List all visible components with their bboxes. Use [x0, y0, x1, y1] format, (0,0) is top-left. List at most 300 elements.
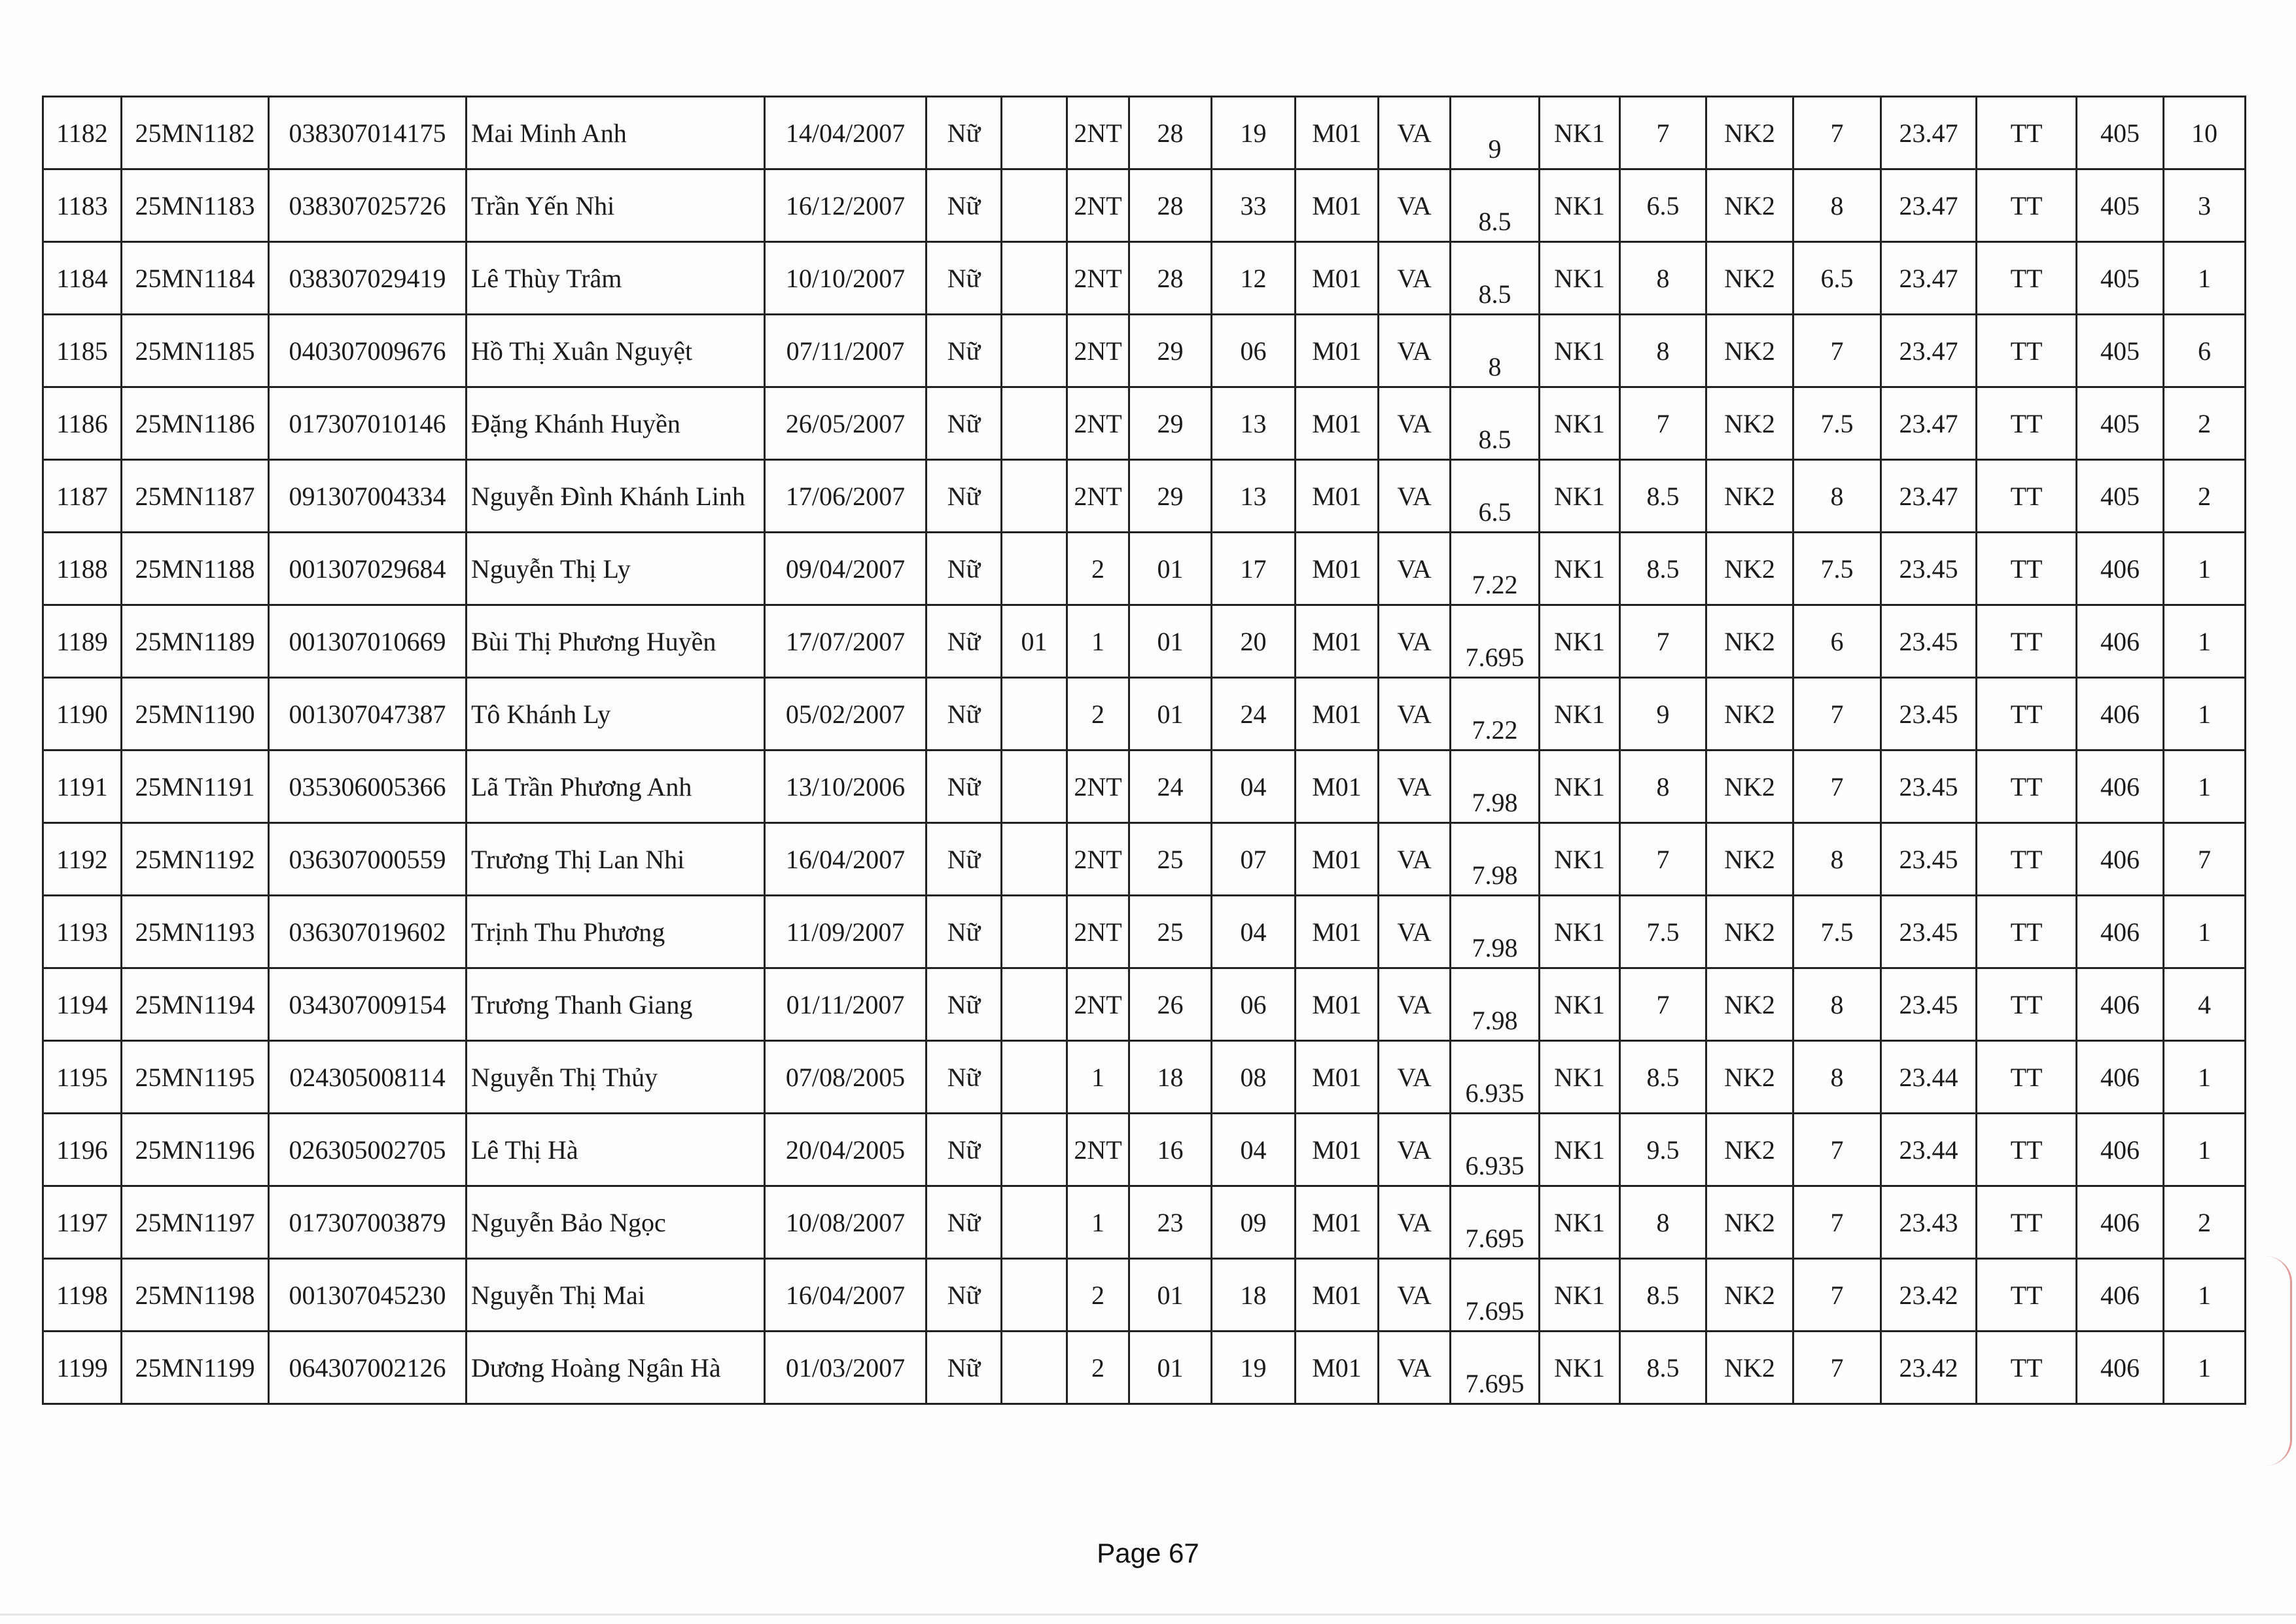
- col-full-name-cell: Bùi Thị Phương Huyền: [467, 605, 765, 678]
- col-combination-cell: M01: [1296, 1186, 1379, 1259]
- col-district-cell: 19: [1212, 1332, 1296, 1404]
- col-total-cell: 23.45: [1881, 968, 1977, 1041]
- col-score-1-cell: 7.98: [1451, 823, 1540, 896]
- col-combination-cell: M01: [1296, 387, 1379, 460]
- col-subject-3-cell: NK2: [1706, 1041, 1793, 1114]
- table-row: [43, 387, 2246, 460]
- col-province-cell: 28: [1129, 169, 1212, 242]
- col-score-1-cell: 8: [1451, 315, 1540, 387]
- col-score-2-cell: 7: [1620, 823, 1706, 896]
- col-index-cell: 1195: [43, 1041, 122, 1114]
- col-combination-cell: M01: [1296, 968, 1379, 1041]
- records-body: [43, 97, 2246, 1404]
- col-total-cell: 23.45: [1881, 533, 1977, 605]
- col-room-cell: 406: [2077, 1114, 2164, 1186]
- col-order-cell: 4: [2164, 968, 2246, 1041]
- col-gender-cell: Nữ: [927, 896, 1002, 968]
- col-score-3-cell: 7: [1793, 97, 1881, 169]
- col-district-cell: 12: [1212, 242, 1296, 315]
- col-full-name-cell: Hồ Thị Xuân Nguyệt: [467, 315, 765, 387]
- col-total-cell: 23.45: [1881, 896, 1977, 968]
- col-status-cell: TT: [1977, 460, 2077, 533]
- col-subject-1-cell: VA: [1379, 968, 1451, 1041]
- col-priority-cell: [1002, 387, 1067, 460]
- col-subject-3-cell: NK2: [1706, 97, 1793, 169]
- col-id-number-cell: 026305002705: [269, 1114, 467, 1186]
- col-subject-3-cell: NK2: [1706, 968, 1793, 1041]
- col-birth-date-cell: 17/06/2007: [765, 460, 927, 533]
- col-order-cell: 7: [2164, 823, 2246, 896]
- table-row: [43, 169, 2246, 242]
- col-room-cell: 405: [2077, 387, 2164, 460]
- col-score-2-cell: 7: [1620, 605, 1706, 678]
- col-gender-cell: Nữ: [927, 605, 1002, 678]
- col-score-1-cell: 8.5: [1451, 169, 1540, 242]
- col-room-cell: 406: [2077, 1186, 2164, 1259]
- col-birth-date-cell: 14/04/2007: [765, 97, 927, 169]
- col-birth-date-cell: 16/04/2007: [765, 823, 927, 896]
- col-district-cell: 04: [1212, 1114, 1296, 1186]
- col-combination-cell: M01: [1296, 242, 1379, 315]
- col-gender-cell: Nữ: [927, 533, 1002, 605]
- col-order-cell: 1: [2164, 896, 2246, 968]
- col-score-1-cell: 8.5: [1451, 387, 1540, 460]
- col-priority-cell: [1002, 823, 1067, 896]
- col-area-cell: 2NT: [1067, 823, 1129, 896]
- col-subject-2-cell: NK1: [1540, 387, 1620, 460]
- col-score-3-cell: 8: [1793, 823, 1881, 896]
- col-district-cell: 17: [1212, 533, 1296, 605]
- col-status-cell: TT: [1977, 1041, 2077, 1114]
- col-subject-2-cell: NK1: [1540, 750, 1620, 823]
- col-room-cell: 406: [2077, 968, 2164, 1041]
- col-gender-cell: Nữ: [927, 1041, 1002, 1114]
- col-score-1-cell: 9: [1451, 97, 1540, 169]
- col-full-name-cell: Dương Hoàng Ngân Hà: [467, 1332, 765, 1404]
- col-room-cell: 405: [2077, 169, 2164, 242]
- col-area-cell: 2NT: [1067, 242, 1129, 315]
- col-subject-3-cell: NK2: [1706, 1114, 1793, 1186]
- col-subject-2-cell: NK1: [1540, 605, 1620, 678]
- col-priority-cell: [1002, 1114, 1067, 1186]
- col-score-1-cell: 7.22: [1451, 678, 1540, 750]
- col-id-number-cell: 036307000559: [269, 823, 467, 896]
- col-province-cell: 16: [1129, 1114, 1212, 1186]
- col-total-cell: 23.47: [1881, 460, 1977, 533]
- col-index-cell: 1192: [43, 823, 122, 896]
- col-combination-cell: M01: [1296, 605, 1379, 678]
- col-total-cell: 23.47: [1881, 97, 1977, 169]
- table-row: [43, 750, 2246, 823]
- col-priority-cell: [1002, 968, 1067, 1041]
- col-total-cell: 23.42: [1881, 1332, 1977, 1404]
- col-gender-cell: Nữ: [927, 678, 1002, 750]
- col-district-cell: 04: [1212, 750, 1296, 823]
- col-code-cell: 25MN1196: [122, 1114, 269, 1186]
- col-subject-3-cell: NK2: [1706, 1259, 1793, 1332]
- col-province-cell: 29: [1129, 387, 1212, 460]
- col-priority-cell: [1002, 169, 1067, 242]
- col-order-cell: 2: [2164, 387, 2246, 460]
- col-province-cell: 01: [1129, 605, 1212, 678]
- table-row: [43, 968, 2246, 1041]
- col-subject-2-cell: NK1: [1540, 1186, 1620, 1259]
- col-birth-date-cell: 11/09/2007: [765, 896, 927, 968]
- col-combination-cell: M01: [1296, 169, 1379, 242]
- col-district-cell: 19: [1212, 97, 1296, 169]
- col-status-cell: TT: [1977, 896, 2077, 968]
- col-id-number-cell: 038307014175: [269, 97, 467, 169]
- col-subject-1-cell: VA: [1379, 1114, 1451, 1186]
- col-score-3-cell: 7: [1793, 1259, 1881, 1332]
- col-id-number-cell: 040307009676: [269, 315, 467, 387]
- col-order-cell: 1: [2164, 750, 2246, 823]
- col-id-number-cell: 036307019602: [269, 896, 467, 968]
- col-subject-3-cell: NK2: [1706, 823, 1793, 896]
- page-number: Page 67: [1097, 1538, 1199, 1568]
- col-score-1-cell: 7.695: [1451, 1259, 1540, 1332]
- col-score-3-cell: 8: [1793, 1041, 1881, 1114]
- col-subject-1-cell: VA: [1379, 678, 1451, 750]
- col-status-cell: TT: [1977, 605, 2077, 678]
- col-combination-cell: M01: [1296, 1332, 1379, 1404]
- col-gender-cell: Nữ: [927, 750, 1002, 823]
- margin-pen-mark: [2264, 1256, 2292, 1466]
- col-full-name-cell: Lã Trần Phương Anh: [467, 750, 765, 823]
- col-index-cell: 1198: [43, 1259, 122, 1332]
- col-subject-2-cell: NK1: [1540, 315, 1620, 387]
- col-birth-date-cell: 07/08/2005: [765, 1041, 927, 1114]
- col-full-name-cell: Nguyễn Thị Ly: [467, 533, 765, 605]
- col-subject-3-cell: NK2: [1706, 1332, 1793, 1404]
- col-score-3-cell: 7: [1793, 1332, 1881, 1404]
- col-subject-2-cell: NK1: [1540, 169, 1620, 242]
- col-priority-cell: [1002, 533, 1067, 605]
- col-gender-cell: Nữ: [927, 1259, 1002, 1332]
- col-room-cell: 406: [2077, 823, 2164, 896]
- col-combination-cell: M01: [1296, 1114, 1379, 1186]
- col-combination-cell: M01: [1296, 1041, 1379, 1114]
- col-subject-1-cell: VA: [1379, 1186, 1451, 1259]
- col-subject-1-cell: VA: [1379, 750, 1451, 823]
- col-id-number-cell: 001307047387: [269, 678, 467, 750]
- col-subject-2-cell: NK1: [1540, 1114, 1620, 1186]
- col-subject-3-cell: NK2: [1706, 387, 1793, 460]
- col-birth-date-cell: 13/10/2006: [765, 750, 927, 823]
- col-id-number-cell: 017307010146: [269, 387, 467, 460]
- col-score-1-cell: 7.695: [1451, 1186, 1540, 1259]
- col-room-cell: 406: [2077, 605, 2164, 678]
- col-birth-date-cell: 01/03/2007: [765, 1332, 927, 1404]
- col-index-cell: 1189: [43, 605, 122, 678]
- col-area-cell: 2NT: [1067, 315, 1129, 387]
- col-score-3-cell: 7.5: [1793, 533, 1881, 605]
- table-row: [43, 896, 2246, 968]
- col-score-2-cell: 9.5: [1620, 1114, 1706, 1186]
- col-district-cell: 33: [1212, 169, 1296, 242]
- table-row: [43, 1041, 2246, 1114]
- col-subject-3-cell: NK2: [1706, 1186, 1793, 1259]
- col-score-1-cell: 6.5: [1451, 460, 1540, 533]
- col-order-cell: 1: [2164, 1259, 2246, 1332]
- col-score-3-cell: 8: [1793, 460, 1881, 533]
- col-area-cell: 2NT: [1067, 169, 1129, 242]
- col-combination-cell: M01: [1296, 678, 1379, 750]
- col-index-cell: 1190: [43, 678, 122, 750]
- col-priority-cell: [1002, 750, 1067, 823]
- col-order-cell: 1: [2164, 1332, 2246, 1404]
- col-total-cell: 23.44: [1881, 1041, 1977, 1114]
- col-province-cell: 29: [1129, 315, 1212, 387]
- col-index-cell: 1194: [43, 968, 122, 1041]
- col-order-cell: 1: [2164, 1041, 2246, 1114]
- col-score-2-cell: 7: [1620, 97, 1706, 169]
- col-code-cell: 25MN1191: [122, 750, 269, 823]
- col-full-name-cell: Trịnh Thu Phương: [467, 896, 765, 968]
- col-subject-1-cell: VA: [1379, 1041, 1451, 1114]
- col-full-name-cell: Mai Minh Anh: [467, 97, 765, 169]
- col-priority-cell: [1002, 1186, 1067, 1259]
- table-row: [43, 678, 2246, 750]
- col-status-cell: TT: [1977, 1186, 2077, 1259]
- col-full-name-cell: Trương Thanh Giang: [467, 968, 765, 1041]
- col-subject-1-cell: VA: [1379, 533, 1451, 605]
- col-full-name-cell: Lê Thị Hà: [467, 1114, 765, 1186]
- col-score-2-cell: 7: [1620, 968, 1706, 1041]
- col-status-cell: TT: [1977, 678, 2077, 750]
- col-province-cell: 18: [1129, 1041, 1212, 1114]
- col-score-1-cell: 8.5: [1451, 242, 1540, 315]
- col-room-cell: 405: [2077, 315, 2164, 387]
- col-birth-date-cell: 10/10/2007: [765, 242, 927, 315]
- col-area-cell: 2: [1067, 1259, 1129, 1332]
- col-index-cell: 1188: [43, 533, 122, 605]
- col-score-3-cell: 7.5: [1793, 896, 1881, 968]
- col-id-number-cell: 017307003879: [269, 1186, 467, 1259]
- col-score-2-cell: 8: [1620, 1186, 1706, 1259]
- col-subject-1-cell: VA: [1379, 896, 1451, 968]
- col-district-cell: 04: [1212, 896, 1296, 968]
- col-combination-cell: M01: [1296, 460, 1379, 533]
- col-code-cell: 25MN1186: [122, 387, 269, 460]
- col-district-cell: 06: [1212, 968, 1296, 1041]
- col-room-cell: 406: [2077, 1259, 2164, 1332]
- col-gender-cell: Nữ: [927, 387, 1002, 460]
- col-area-cell: 2NT: [1067, 460, 1129, 533]
- col-score-2-cell: 7.5: [1620, 896, 1706, 968]
- col-subject-1-cell: VA: [1379, 97, 1451, 169]
- col-index-cell: 1191: [43, 750, 122, 823]
- col-total-cell: 23.44: [1881, 1114, 1977, 1186]
- col-score-2-cell: 8: [1620, 242, 1706, 315]
- col-code-cell: 25MN1199: [122, 1332, 269, 1404]
- col-district-cell: 18: [1212, 1259, 1296, 1332]
- col-priority-cell: [1002, 1259, 1067, 1332]
- col-score-2-cell: 8.5: [1620, 1041, 1706, 1114]
- col-score-3-cell: 7: [1793, 1114, 1881, 1186]
- col-score-3-cell: 7.5: [1793, 387, 1881, 460]
- col-score-3-cell: 7: [1793, 750, 1881, 823]
- col-score-2-cell: 8: [1620, 750, 1706, 823]
- col-score-1-cell: 7.98: [1451, 968, 1540, 1041]
- col-status-cell: TT: [1977, 533, 2077, 605]
- col-id-number-cell: 035306005366: [269, 750, 467, 823]
- col-status-cell: TT: [1977, 1114, 2077, 1186]
- col-gender-cell: Nữ: [927, 315, 1002, 387]
- col-province-cell: 29: [1129, 460, 1212, 533]
- col-id-number-cell: 024305008114: [269, 1041, 467, 1114]
- col-score-2-cell: 8.5: [1620, 533, 1706, 605]
- col-subject-2-cell: NK1: [1540, 460, 1620, 533]
- col-area-cell: 1: [1067, 1186, 1129, 1259]
- col-province-cell: 28: [1129, 97, 1212, 169]
- col-score-2-cell: 8.5: [1620, 1332, 1706, 1404]
- col-id-number-cell: 038307029419: [269, 242, 467, 315]
- col-subject-3-cell: NK2: [1706, 169, 1793, 242]
- col-score-1-cell: 7.22: [1451, 533, 1540, 605]
- col-birth-date-cell: 05/02/2007: [765, 678, 927, 750]
- col-order-cell: 3: [2164, 169, 2246, 242]
- col-province-cell: 24: [1129, 750, 1212, 823]
- col-room-cell: 406: [2077, 896, 2164, 968]
- col-subject-2-cell: NK1: [1540, 97, 1620, 169]
- table-row: [43, 1114, 2246, 1186]
- col-combination-cell: M01: [1296, 315, 1379, 387]
- col-status-cell: TT: [1977, 1259, 2077, 1332]
- col-gender-cell: Nữ: [927, 968, 1002, 1041]
- col-score-1-cell: 7.695: [1451, 605, 1540, 678]
- col-priority-cell: [1002, 315, 1067, 387]
- col-id-number-cell: 001307045230: [269, 1259, 467, 1332]
- col-province-cell: 26: [1129, 968, 1212, 1041]
- col-code-cell: 25MN1183: [122, 169, 269, 242]
- col-subject-2-cell: NK1: [1540, 968, 1620, 1041]
- col-priority-cell: [1002, 678, 1067, 750]
- col-full-name-cell: Nguyễn Thị Thủy: [467, 1041, 765, 1114]
- col-province-cell: 01: [1129, 678, 1212, 750]
- col-id-number-cell: 001307029684: [269, 533, 467, 605]
- col-gender-cell: Nữ: [927, 169, 1002, 242]
- col-birth-date-cell: 16/04/2007: [765, 1259, 927, 1332]
- table-row: [43, 533, 2246, 605]
- col-score-3-cell: 6: [1793, 605, 1881, 678]
- col-province-cell: 01: [1129, 1332, 1212, 1404]
- col-priority-cell: [1002, 97, 1067, 169]
- col-combination-cell: M01: [1296, 750, 1379, 823]
- col-status-cell: TT: [1977, 169, 2077, 242]
- col-score-2-cell: 7: [1620, 387, 1706, 460]
- col-subject-3-cell: NK2: [1706, 750, 1793, 823]
- col-subject-3-cell: NK2: [1706, 678, 1793, 750]
- col-priority-cell: [1002, 1332, 1067, 1404]
- col-status-cell: TT: [1977, 387, 2077, 460]
- table-row: [43, 1186, 2246, 1259]
- col-score-2-cell: 9: [1620, 678, 1706, 750]
- col-full-name-cell: Trương Thị Lan Nhi: [467, 823, 765, 896]
- col-score-3-cell: 7: [1793, 678, 1881, 750]
- col-room-cell: 406: [2077, 678, 2164, 750]
- col-area-cell: 2: [1067, 678, 1129, 750]
- col-birth-date-cell: 01/11/2007: [765, 968, 927, 1041]
- col-subject-3-cell: NK2: [1706, 533, 1793, 605]
- col-birth-date-cell: 10/08/2007: [765, 1186, 927, 1259]
- col-area-cell: 2NT: [1067, 1114, 1129, 1186]
- col-score-3-cell: 6.5: [1793, 242, 1881, 315]
- col-area-cell: 1: [1067, 1041, 1129, 1114]
- col-full-name-cell: Trần Yến Nhi: [467, 169, 765, 242]
- col-score-1-cell: 7.695: [1451, 1332, 1540, 1404]
- col-room-cell: 405: [2077, 460, 2164, 533]
- col-order-cell: 2: [2164, 1186, 2246, 1259]
- col-status-cell: TT: [1977, 1332, 2077, 1404]
- col-birth-date-cell: 07/11/2007: [765, 315, 927, 387]
- col-gender-cell: Nữ: [927, 460, 1002, 533]
- col-code-cell: 25MN1194: [122, 968, 269, 1041]
- col-code-cell: 25MN1189: [122, 605, 269, 678]
- col-score-3-cell: 8: [1793, 968, 1881, 1041]
- col-combination-cell: M01: [1296, 896, 1379, 968]
- table-row: [43, 605, 2246, 678]
- col-room-cell: 405: [2077, 242, 2164, 315]
- col-id-number-cell: 064307002126: [269, 1332, 467, 1404]
- col-priority-cell: [1002, 896, 1067, 968]
- col-gender-cell: Nữ: [927, 97, 1002, 169]
- col-subject-1-cell: VA: [1379, 315, 1451, 387]
- col-score-3-cell: 8: [1793, 169, 1881, 242]
- col-gender-cell: Nữ: [927, 1186, 1002, 1259]
- col-score-2-cell: 8.5: [1620, 1259, 1706, 1332]
- col-room-cell: 406: [2077, 533, 2164, 605]
- col-room-cell: 406: [2077, 750, 2164, 823]
- col-subject-2-cell: NK1: [1540, 1259, 1620, 1332]
- col-subject-3-cell: NK2: [1706, 315, 1793, 387]
- table-row: [43, 1332, 2246, 1404]
- col-area-cell: 2: [1067, 533, 1129, 605]
- col-subject-1-cell: VA: [1379, 1332, 1451, 1404]
- col-total-cell: 23.47: [1881, 169, 1977, 242]
- table-row: [43, 823, 2246, 896]
- col-room-cell: 406: [2077, 1332, 2164, 1404]
- table-row: [43, 97, 2246, 169]
- col-province-cell: 01: [1129, 1259, 1212, 1332]
- col-order-cell: 1: [2164, 678, 2246, 750]
- table-row: [43, 460, 2246, 533]
- col-province-cell: 25: [1129, 823, 1212, 896]
- col-province-cell: 01: [1129, 533, 1212, 605]
- col-order-cell: 1: [2164, 1114, 2246, 1186]
- col-district-cell: 06: [1212, 315, 1296, 387]
- col-score-1-cell: 7.98: [1451, 750, 1540, 823]
- col-subject-1-cell: VA: [1379, 460, 1451, 533]
- col-subject-1-cell: VA: [1379, 605, 1451, 678]
- col-order-cell: 1: [2164, 533, 2246, 605]
- col-order-cell: 1: [2164, 242, 2246, 315]
- col-id-number-cell: 091307004334: [269, 460, 467, 533]
- table-row: [43, 242, 2246, 315]
- col-code-cell: 25MN1190: [122, 678, 269, 750]
- col-index-cell: 1196: [43, 1114, 122, 1186]
- col-score-2-cell: 8: [1620, 315, 1706, 387]
- col-room-cell: 405: [2077, 97, 2164, 169]
- col-total-cell: 23.45: [1881, 750, 1977, 823]
- col-index-cell: 1183: [43, 169, 122, 242]
- col-combination-cell: M01: [1296, 97, 1379, 169]
- col-status-cell: TT: [1977, 315, 2077, 387]
- col-index-cell: 1197: [43, 1186, 122, 1259]
- col-district-cell: 24: [1212, 678, 1296, 750]
- col-order-cell: 10: [2164, 97, 2246, 169]
- col-code-cell: 25MN1193: [122, 896, 269, 968]
